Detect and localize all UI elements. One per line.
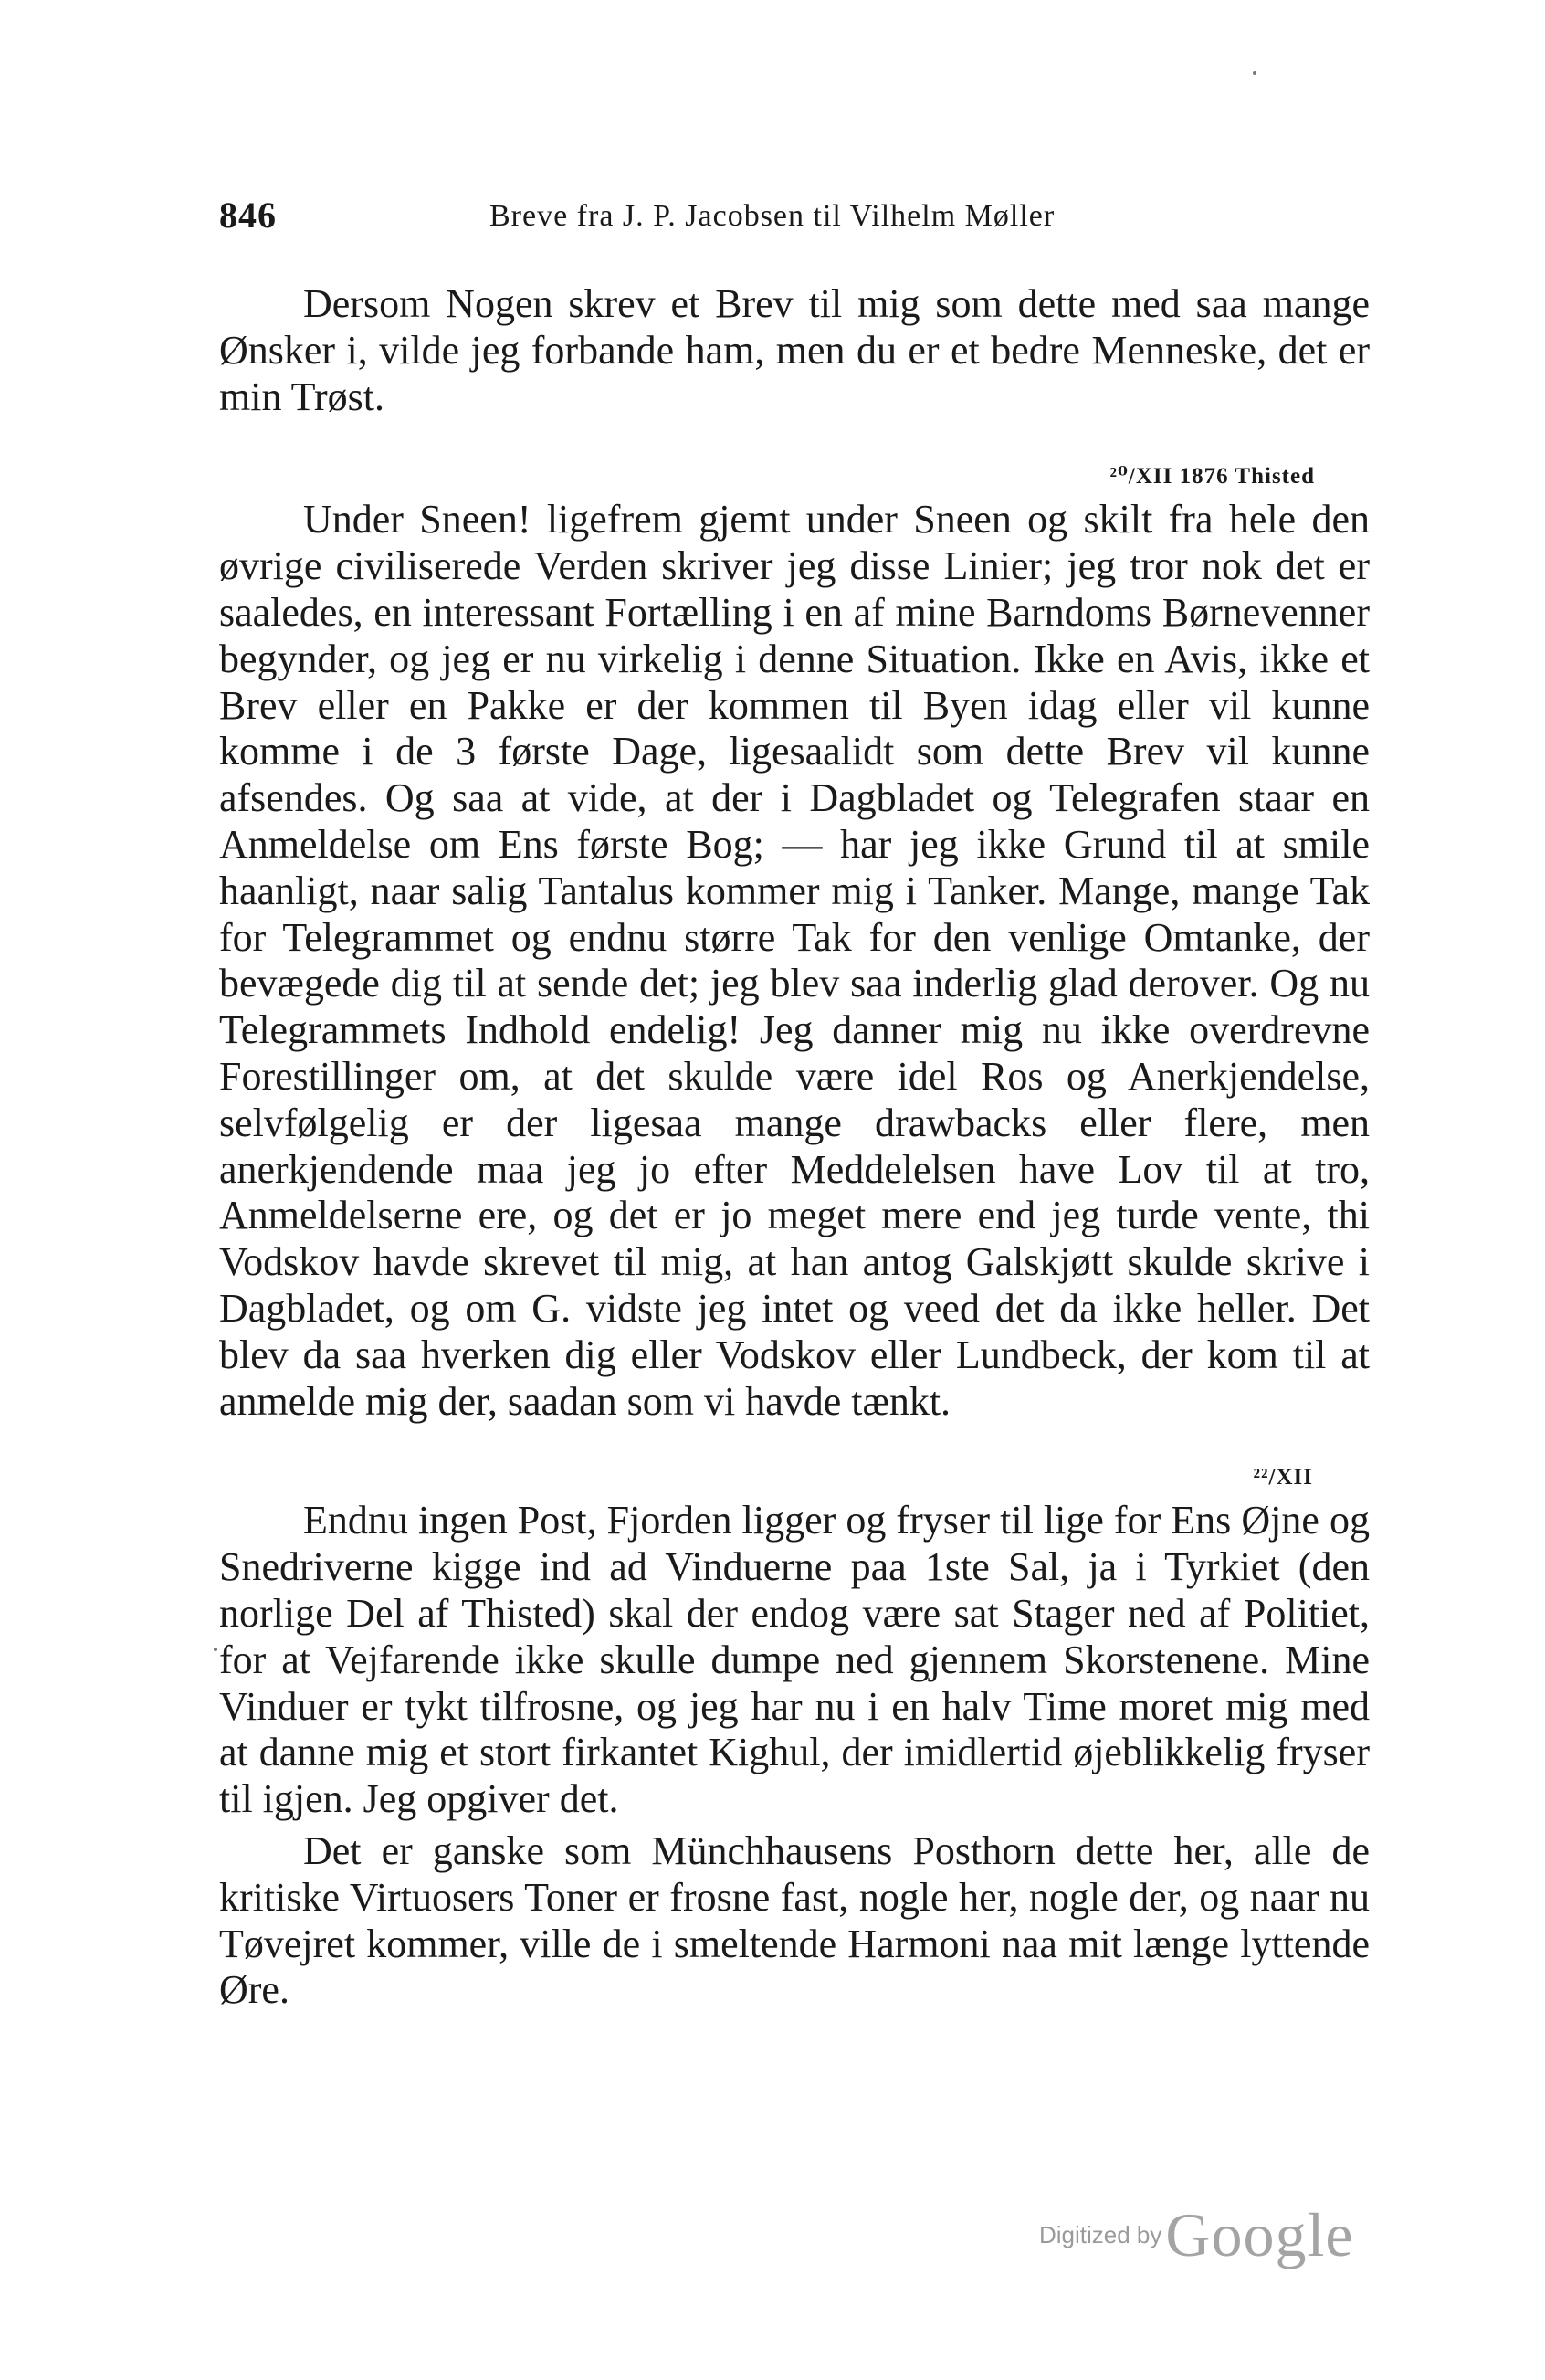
paragraph-3: Endnu ingen Post, Fjorden ligger og fryser til lige for Ens Øjne og Snedriverne kigge ind ad Vinduerne paa 1ste Sal, ja i Tyrkiet (den norlige Del af Thisted) skal der endog være sat Stager ned af Politiet, for at Vejfarende ikke skulle dumpe ned gjennem Skorstenene. Mine Vinduer er tykt tilfrosne, og jeg har nu i en halv Time moret mig med at danne mig et stort firkantet Kighul, der imidlertid øjeblikkelig fryser til igjen. Jeg opgiver det.: [219, 1498, 1370, 1822]
dateline-2: ²²/XII: [1253, 1465, 1313, 1490]
paragraph-2: Under Sneen! ligefrem gjemt under Sneen og skilt fra hele den øvrige civiliserede Verden skriver jeg disse Linier; jeg tror nok det er saaledes, en interessant Fortælling i en af mine Barndoms Børnevenner begynder, og jeg er nu virkelig i denne Situation. Ikke en Avis, ikke et Brev eller en Pakke er der kommen til Byen idag eller vil kunne komme i de 3 første Dage, ligesaalidt som dette Brev vil kunne afsendes. Og saa at vide, at der i Dagbladet og Telegrafen staar en Anmeldelse om Ens første Bog; — har jeg ikke Grund til at smile haanligt, naar salig Tantalus kommer mig i Tanker. Mange, mange Tak for Telegrammet og endnu større Tak for den venlige Omtanke, der bevægede dig til at sende det; jeg blev saa inderlig glad derover. Og nu Telegrammets Indhold endelig! Jeg danner mig nu ikke overdrevne Forestillinger om, at det skulde være idel Ros og Anerkjendelse, selvfølgelig er der ligesaa mange drawbacks eller flere, men anerkjendende maa jeg jo efter Meddelelsen have Lov til at tro, Anmeldelserne ere, og det er jo meget mere end jeg turde vente, thi Vodskov havde skrevet til mig, at han antog Galskjøtt skulde skrive i Dagbladet, og om G. vidste jeg intet og veed det da ikke heller. Det blev da saa hverken dig eller Vodskov eller Lundbeck, der kom til at anmelde mig der, saadan som vi havde tænkt.: [219, 497, 1370, 1424]
running-title: Breve fra J. P. Jacobsen til Vilhelm Møller: [489, 199, 1056, 233]
print-speck: [214, 1648, 217, 1651]
digitized-by-google-watermark: [1039, 2199, 1354, 2271]
print-speck: [1253, 71, 1256, 75]
paragraph-1: Dersom Nogen skrev et Brev til mig som dette med saa mange Ønsker i, vilde jeg forbande ham, men du er et bedre Menneske, det er min Trøst.: [219, 281, 1370, 419]
page-number: 846: [219, 195, 277, 236]
paragraph-4: Det er ganske som Münchhausens Posthorn dette her, alle de kritiske Virtuosers Toner er frosne fast, nogle her, nogle der, og naar nu Tøvejret kommer, ville de i smeltende Harmoni naa mit længe lyttende Øre.: [219, 1827, 1370, 2013]
page-header: [219, 194, 1370, 248]
google-logo: Google: [1165, 2200, 1354, 2269]
letter-body: [219, 281, 1370, 2014]
watermark-prefix: Digitized by: [1039, 2221, 1162, 2248]
dateline-1: ²⁰/XII 1876 Thisted: [1109, 464, 1315, 490]
